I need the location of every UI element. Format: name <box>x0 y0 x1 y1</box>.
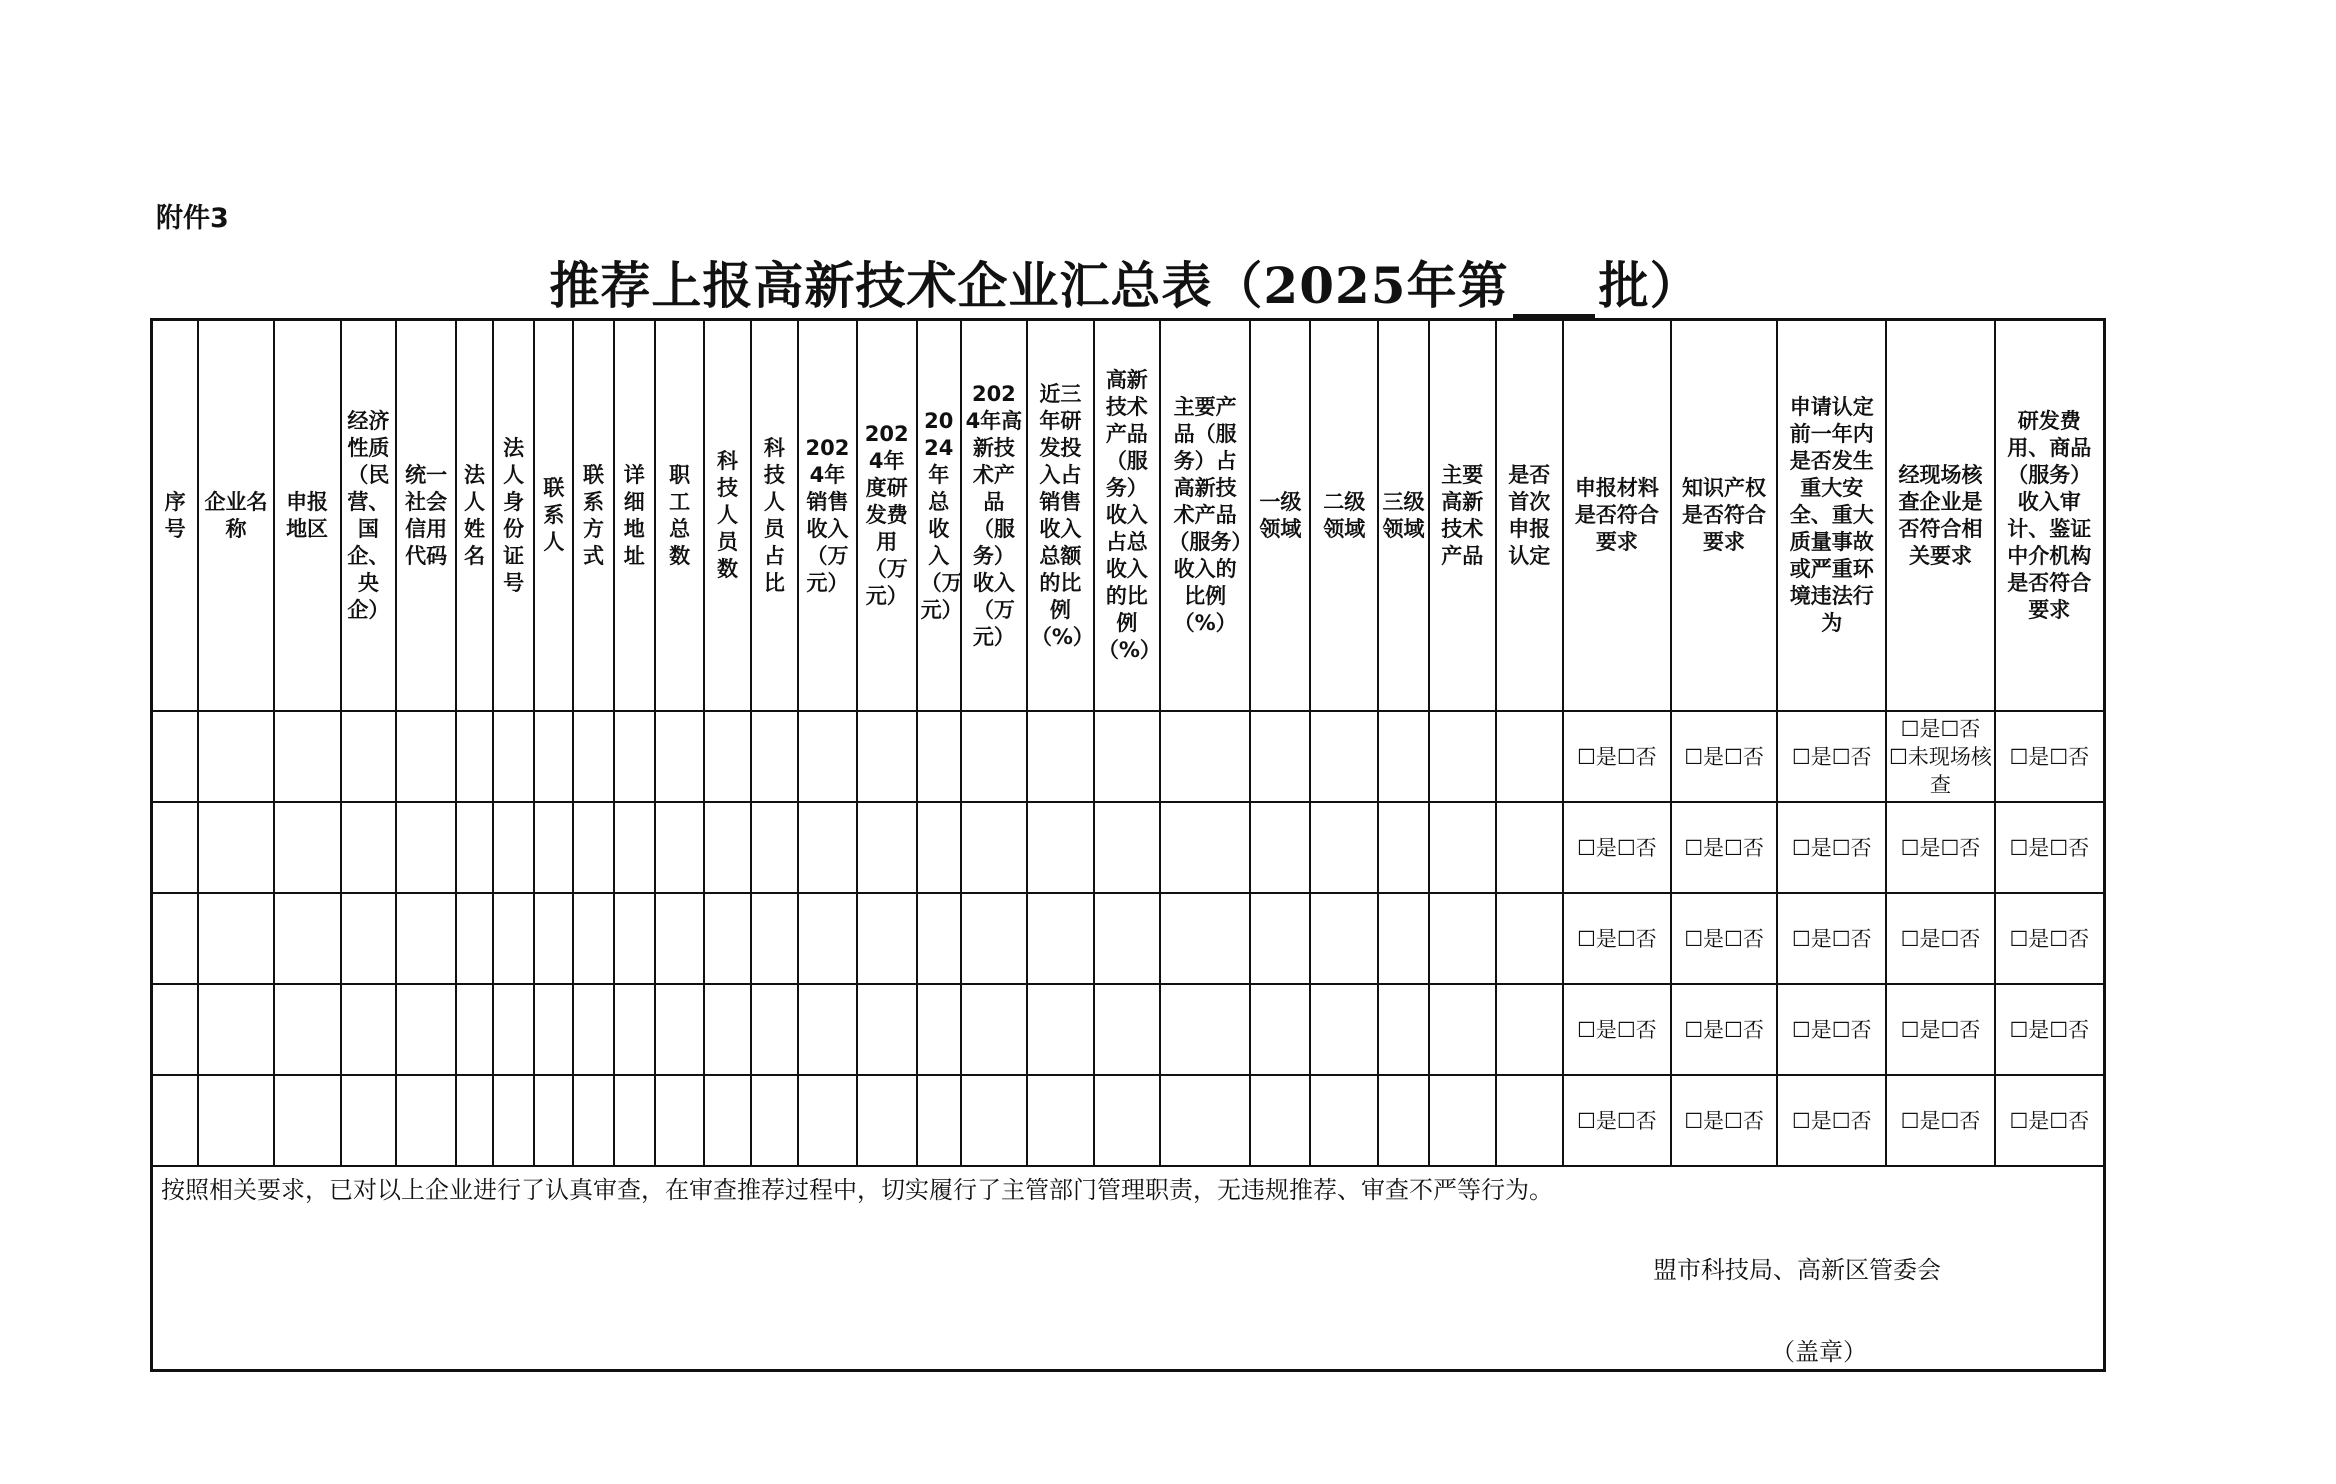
input-cell[interactable] <box>655 893 704 984</box>
input-cell[interactable] <box>917 1075 961 1166</box>
input-cell[interactable] <box>1496 802 1563 893</box>
input-cell[interactable] <box>917 802 961 893</box>
input-cell[interactable] <box>493 893 534 984</box>
input-cell[interactable] <box>798 802 857 893</box>
header-cell: 二级领域 <box>1310 321 1378 711</box>
yes-no-checkbox[interactable]: ☐是☐否 <box>1900 926 1981 951</box>
yes-no-checkbox[interactable]: ☐是☐否 <box>1900 1108 1981 1133</box>
yes-no-checkbox[interactable]: ☐是☐否 <box>1900 835 1981 860</box>
input-cell[interactable] <box>1429 711 1496 802</box>
header-cell: 2024年高新技术产品（服务）收入（万元） <box>961 321 1027 711</box>
header-cell: 企业名称 <box>198 321 273 711</box>
yes-no-checkbox[interactable]: ☐是☐否 <box>1577 926 1657 951</box>
yes-no-checkbox[interactable]: ☐是☐否 <box>1684 744 1764 769</box>
input-cell[interactable] <box>655 984 704 1075</box>
input-cell[interactable] <box>614 893 655 984</box>
input-cell[interactable] <box>493 984 534 1075</box>
check-cell[interactable] <box>1886 1075 1994 1166</box>
input-cell[interactable] <box>1027 984 1094 1075</box>
input-cell[interactable] <box>341 711 397 802</box>
check-cell[interactable] <box>1886 802 1994 893</box>
input-cell[interactable] <box>198 893 273 984</box>
header-cell: 联系方式 <box>573 321 613 711</box>
header-cell: 法人身份证号 <box>493 321 534 711</box>
review-footer <box>153 1166 2103 1366</box>
yes-no-checkbox[interactable]: ☐是☐否 <box>1577 1108 1657 1133</box>
input-cell[interactable] <box>857 711 917 802</box>
check-cell[interactable] <box>1563 711 1671 802</box>
input-cell[interactable] <box>274 893 341 984</box>
input-cell[interactable] <box>573 1075 613 1166</box>
input-cell[interactable] <box>274 711 341 802</box>
input-cell[interactable] <box>396 711 456 802</box>
table-row <box>153 802 2103 893</box>
header-cell: 经现场核查企业是否符合相关要求 <box>1886 321 1994 711</box>
yes-no-checkbox[interactable]: ☐是☐否 <box>1791 1017 1872 1042</box>
input-cell[interactable] <box>961 893 1027 984</box>
input-cell[interactable] <box>1094 893 1160 984</box>
check-cell[interactable] <box>1995 802 2103 893</box>
title-end: 批） <box>1598 256 1701 315</box>
yes-no-checkbox[interactable]: ☐是☐否 <box>2009 926 2090 951</box>
yes-no-checkbox[interactable]: ☐是☐否 <box>1791 835 1872 860</box>
input-cell[interactable] <box>198 711 273 802</box>
input-cell[interactable] <box>1310 984 1378 1075</box>
header-cell: 2024年总收入（万元） <box>917 321 961 711</box>
seal-label: （盖章） <box>1771 1338 1867 1366</box>
header-cell: 高新技术产品（服务）收入占总收入的比例（%） <box>1094 321 1160 711</box>
header-cell: 主要高新技术产品 <box>1429 321 1496 711</box>
input-cell[interactable] <box>274 984 341 1075</box>
header-cell: 主要产品（服务）占高新技术产品（服务）收入的比例（%） <box>1160 321 1251 711</box>
input-cell[interactable] <box>1429 1075 1496 1166</box>
input-cell[interactable] <box>198 802 273 893</box>
header-cell: 法人姓名 <box>456 321 493 711</box>
input-cell[interactable] <box>704 802 750 893</box>
header-cell: 知识产权是否符合要求 <box>1671 321 1777 711</box>
input-cell[interactable] <box>1310 802 1378 893</box>
input-cell[interactable] <box>798 711 857 802</box>
yes-no-checkbox[interactable]: ☐是☐否 <box>1577 744 1657 769</box>
check-cell[interactable] <box>1886 893 1994 984</box>
check-cell[interactable] <box>1671 984 1777 1075</box>
input-cell[interactable] <box>961 711 1027 802</box>
check-cell[interactable] <box>1563 893 1671 984</box>
header-cell: 研发费用、商品（服务）收入审计、鉴证中介机构是否符合要求 <box>1995 321 2103 711</box>
summary-form <box>150 318 2106 1372</box>
input-cell[interactable] <box>1160 893 1251 984</box>
input-cell[interactable] <box>655 802 704 893</box>
input-cell[interactable] <box>1378 893 1429 984</box>
yes-no-checkbox[interactable]: ☐是☐否 <box>1684 1017 1764 1042</box>
input-cell[interactable] <box>1310 711 1378 802</box>
input-cell[interactable] <box>341 893 397 984</box>
input-cell[interactable] <box>341 984 397 1075</box>
header-cell: 联系人 <box>534 321 573 711</box>
header-cell: 详细地址 <box>614 321 655 711</box>
yes-no-checkbox[interactable]: ☐是☐否 <box>2009 1108 2090 1133</box>
input-cell[interactable] <box>961 802 1027 893</box>
header-cell: 是否首次申报认定 <box>1496 321 1563 711</box>
input-cell[interactable] <box>198 984 273 1075</box>
input-cell[interactable] <box>614 1075 655 1166</box>
page-title <box>0 246 2250 318</box>
check-cell[interactable] <box>1995 1075 2103 1166</box>
input-cell[interactable] <box>573 984 613 1075</box>
input-cell[interactable] <box>1378 711 1429 802</box>
input-cell[interactable] <box>456 802 493 893</box>
input-cell[interactable] <box>396 893 456 984</box>
input-cell[interactable] <box>1160 984 1251 1075</box>
table-header-row <box>153 321 2103 711</box>
input-cell[interactable] <box>456 711 493 802</box>
header-cell: 职工总数 <box>655 321 704 711</box>
input-cell[interactable] <box>751 893 798 984</box>
check-cell[interactable] <box>1995 984 2103 1075</box>
enterprise-table <box>153 321 2103 1167</box>
input-cell[interactable] <box>655 1075 704 1166</box>
check-cell[interactable] <box>1671 893 1777 984</box>
input-cell[interactable] <box>153 711 198 802</box>
input-cell[interactable] <box>198 1075 273 1166</box>
yes-no-checkbox[interactable]: ☐是☐否 <box>1684 835 1764 860</box>
input-cell[interactable] <box>1429 802 1496 893</box>
check-cell[interactable] <box>1777 893 1886 984</box>
input-cell[interactable] <box>857 984 917 1075</box>
check-cell[interactable] <box>1671 711 1777 802</box>
input-cell[interactable] <box>751 802 798 893</box>
input-cell[interactable] <box>1027 1075 1094 1166</box>
check-cell[interactable] <box>1671 802 1777 893</box>
header-cell: 申请认定前一年内是否发生重大安全、重大质量事故或严重环境违法行为 <box>1777 321 1886 711</box>
yes-no-checkbox[interactable]: ☐是☐否 <box>1791 926 1872 951</box>
input-cell[interactable] <box>798 893 857 984</box>
input-cell[interactable] <box>534 711 573 802</box>
input-cell[interactable] <box>1027 711 1094 802</box>
header-cell: 申报地区 <box>274 321 341 711</box>
input-cell[interactable] <box>1496 893 1563 984</box>
input-cell[interactable] <box>1094 802 1160 893</box>
input-cell[interactable] <box>396 802 456 893</box>
attachment-label: 附件3 <box>156 203 229 234</box>
yes-no-checkbox[interactable]: ☐是☐否 <box>1684 1108 1764 1133</box>
input-cell[interactable] <box>1250 802 1310 893</box>
check-cell[interactable] <box>1671 1075 1777 1166</box>
input-cell[interactable] <box>493 1075 534 1166</box>
yes-no-checkbox[interactable]: ☐是☐否 <box>1577 835 1657 860</box>
input-cell[interactable] <box>704 711 750 802</box>
input-cell[interactable] <box>534 984 573 1075</box>
input-cell[interactable] <box>751 984 798 1075</box>
input-cell[interactable] <box>1250 711 1310 802</box>
input-cell[interactable] <box>1378 1075 1429 1166</box>
input-cell[interactable] <box>573 802 613 893</box>
input-cell[interactable] <box>153 893 198 984</box>
input-cell[interactable] <box>534 802 573 893</box>
header-cell: 一级领域 <box>1250 321 1310 711</box>
header-cell: 近三年研发投入占销售收入总额的比例（%） <box>1027 321 1094 711</box>
input-cell[interactable] <box>534 893 573 984</box>
input-cell[interactable] <box>1027 802 1094 893</box>
check-cell[interactable] <box>1563 802 1671 893</box>
yes-no-checkbox[interactable]: ☐是☐否 <box>2009 1017 2090 1042</box>
input-cell[interactable] <box>798 984 857 1075</box>
title-main: 推荐上报高新技术企业汇总表（2025年第 <box>549 256 1509 315</box>
yes-no-checkbox[interactable]: ☐是☐否 <box>1684 926 1764 951</box>
input-cell[interactable] <box>1496 711 1563 802</box>
yes-no-checkbox[interactable]: ☐是☐否 <box>2009 744 2090 769</box>
input-cell[interactable] <box>704 893 750 984</box>
input-cell[interactable] <box>917 711 961 802</box>
input-cell[interactable] <box>751 711 798 802</box>
input-cell[interactable] <box>614 711 655 802</box>
input-cell[interactable] <box>1496 1075 1563 1166</box>
table-row <box>153 711 2103 802</box>
header-cell: 经济性质（民营、国企、央企） <box>341 321 397 711</box>
header-cell: 序号 <box>153 321 198 711</box>
input-cell[interactable] <box>704 984 750 1075</box>
header-cell: 2024年度研发费用（万元） <box>857 321 917 711</box>
check-cell[interactable] <box>1777 711 1886 802</box>
input-cell[interactable] <box>274 802 341 893</box>
input-cell[interactable] <box>396 984 456 1075</box>
input-cell[interactable] <box>1310 1075 1378 1166</box>
check-cell[interactable] <box>1886 711 1994 802</box>
input-cell[interactable] <box>751 1075 798 1166</box>
input-cell[interactable] <box>614 984 655 1075</box>
input-cell[interactable] <box>1250 984 1310 1075</box>
check-cell[interactable] <box>1995 893 2103 984</box>
check-cell[interactable] <box>1886 984 1994 1075</box>
yes-no-checkbox[interactable]: ☐是☐否 <box>1577 1017 1657 1042</box>
input-cell[interactable] <box>1160 711 1251 802</box>
yes-no-checkbox[interactable]: ☐是☐否 <box>1791 1108 1872 1133</box>
input-cell[interactable] <box>614 802 655 893</box>
input-cell[interactable] <box>153 984 198 1075</box>
input-cell[interactable] <box>456 893 493 984</box>
not-inspected-option[interactable]: ☐未现场核查 <box>1889 744 1992 797</box>
check-cell[interactable] <box>1563 984 1671 1075</box>
yes-no-checkbox[interactable]: ☐是☐否 <box>1791 744 1872 769</box>
input-cell[interactable] <box>1429 893 1496 984</box>
yes-no-checkbox[interactable]: ☐是☐否 <box>2009 835 2090 860</box>
check-cell[interactable] <box>1995 711 2103 802</box>
input-cell[interactable] <box>1310 893 1378 984</box>
input-cell[interactable] <box>396 1075 456 1166</box>
header-cell: 三级领域 <box>1378 321 1429 711</box>
signature-organization: 盟市科技局、高新区管委会 <box>1653 1256 1941 1284</box>
input-cell[interactable] <box>1378 802 1429 893</box>
input-cell[interactable] <box>493 802 534 893</box>
input-cell[interactable] <box>655 711 704 802</box>
yes-no-checkbox[interactable]: ☐是☐否 <box>1900 1017 1981 1042</box>
input-cell[interactable] <box>573 711 613 802</box>
input-cell[interactable] <box>1496 984 1563 1075</box>
batch-number-blank[interactable] <box>1513 272 1595 318</box>
input-cell[interactable] <box>1429 984 1496 1075</box>
check-cell[interactable] <box>1563 1075 1671 1166</box>
input-cell[interactable] <box>1378 984 1429 1075</box>
input-cell[interactable] <box>1160 1075 1251 1166</box>
input-cell[interactable] <box>704 1075 750 1166</box>
input-cell[interactable] <box>1250 893 1310 984</box>
input-cell[interactable] <box>153 802 198 893</box>
input-cell[interactable] <box>1250 1075 1310 1166</box>
input-cell[interactable] <box>493 711 534 802</box>
input-cell[interactable] <box>573 893 613 984</box>
check-cell[interactable] <box>1777 984 1886 1075</box>
input-cell[interactable] <box>1094 711 1160 802</box>
table-body <box>153 711 2103 1166</box>
input-cell[interactable] <box>534 1075 573 1166</box>
input-cell[interactable] <box>341 802 397 893</box>
input-cell[interactable] <box>857 1075 917 1166</box>
table-row <box>153 984 2103 1075</box>
input-cell[interactable] <box>456 1075 493 1166</box>
input-cell[interactable] <box>456 984 493 1075</box>
input-cell[interactable] <box>1094 1075 1160 1166</box>
input-cell[interactable] <box>857 802 917 893</box>
onsite-check-option[interactable]: ☐是☐否 <box>1900 716 1981 741</box>
input-cell[interactable] <box>1094 984 1160 1075</box>
header-cell: 统一社会信用代码 <box>396 321 456 711</box>
check-cell[interactable] <box>1777 802 1886 893</box>
table-row <box>153 893 2103 984</box>
review-statement: 按照相关要求，已对以上企业进行了认真审查，在审查推荐过程中，切实履行了主管部门管理职责，无违规推荐、审查不严等行为。 <box>161 1176 1553 1204</box>
header-cell: 2024年销售收入（万元） <box>798 321 857 711</box>
input-cell[interactable] <box>274 1075 341 1166</box>
input-cell[interactable] <box>1160 802 1251 893</box>
header-cell: 科技人员占比 <box>751 321 798 711</box>
input-cell[interactable] <box>341 1075 397 1166</box>
input-cell[interactable] <box>1027 893 1094 984</box>
input-cell[interactable] <box>917 984 961 1075</box>
input-cell[interactable] <box>961 984 1027 1075</box>
table-row <box>153 1075 2103 1166</box>
check-cell[interactable] <box>1777 1075 1886 1166</box>
input-cell[interactable] <box>153 1075 198 1166</box>
input-cell[interactable] <box>798 1075 857 1166</box>
input-cell[interactable] <box>857 893 917 984</box>
header-cell: 申报材料是否符合要求 <box>1563 321 1671 711</box>
input-cell[interactable] <box>917 893 961 984</box>
header-cell: 科技人员数 <box>704 321 750 711</box>
input-cell[interactable] <box>961 1075 1027 1166</box>
